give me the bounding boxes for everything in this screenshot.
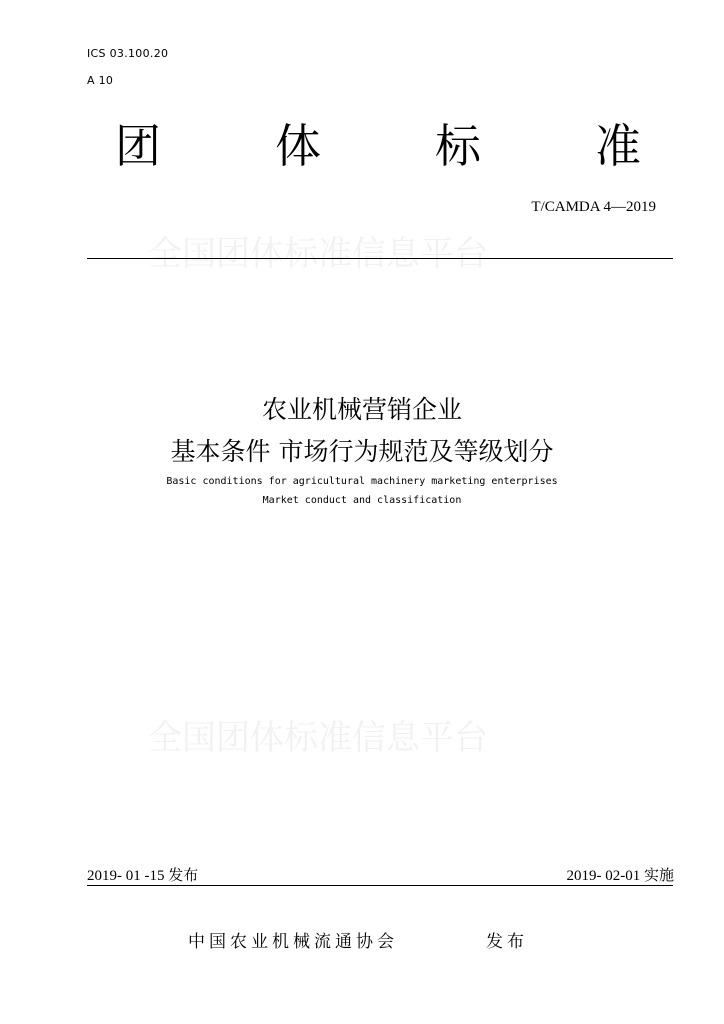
publisher-name: 中国农业机械流通协会 [188, 932, 398, 952]
ccs-code: A 10 [87, 74, 114, 87]
header-divider [87, 258, 673, 259]
english-title-line-2: Market conduct and classification [262, 495, 462, 506]
watermark-bottom: 全国团体标准信息平台 [148, 718, 488, 758]
implementation-date: 2019- 02-01 实施 [566, 868, 674, 884]
standard-number: T/CAMDA 4—2019 [531, 199, 656, 215]
footer-divider [87, 885, 673, 886]
standard-type-char: 准 [595, 119, 641, 173]
standard-type-char: 标 [435, 119, 481, 173]
standard-type-char: 团 [115, 119, 161, 173]
publish-label: 发布 [486, 932, 528, 952]
document-title-line-1: 农业机械营销企业 [261, 395, 462, 424]
english-title-line-1: Basic conditions for agricultural machinery marketing enterprises [166, 476, 558, 487]
ics-code: ICS 03.100.20 [87, 47, 169, 60]
watermark-top: 全国团体标准信息平台 [148, 234, 488, 274]
document-title-line-2: 基本条件 市场行为规范及等级划分 [170, 437, 554, 466]
standard-type-char: 体 [275, 119, 321, 173]
issue-date: 2019- 01 -15 发布 [87, 868, 199, 884]
standard-type-title [108, 118, 648, 174]
